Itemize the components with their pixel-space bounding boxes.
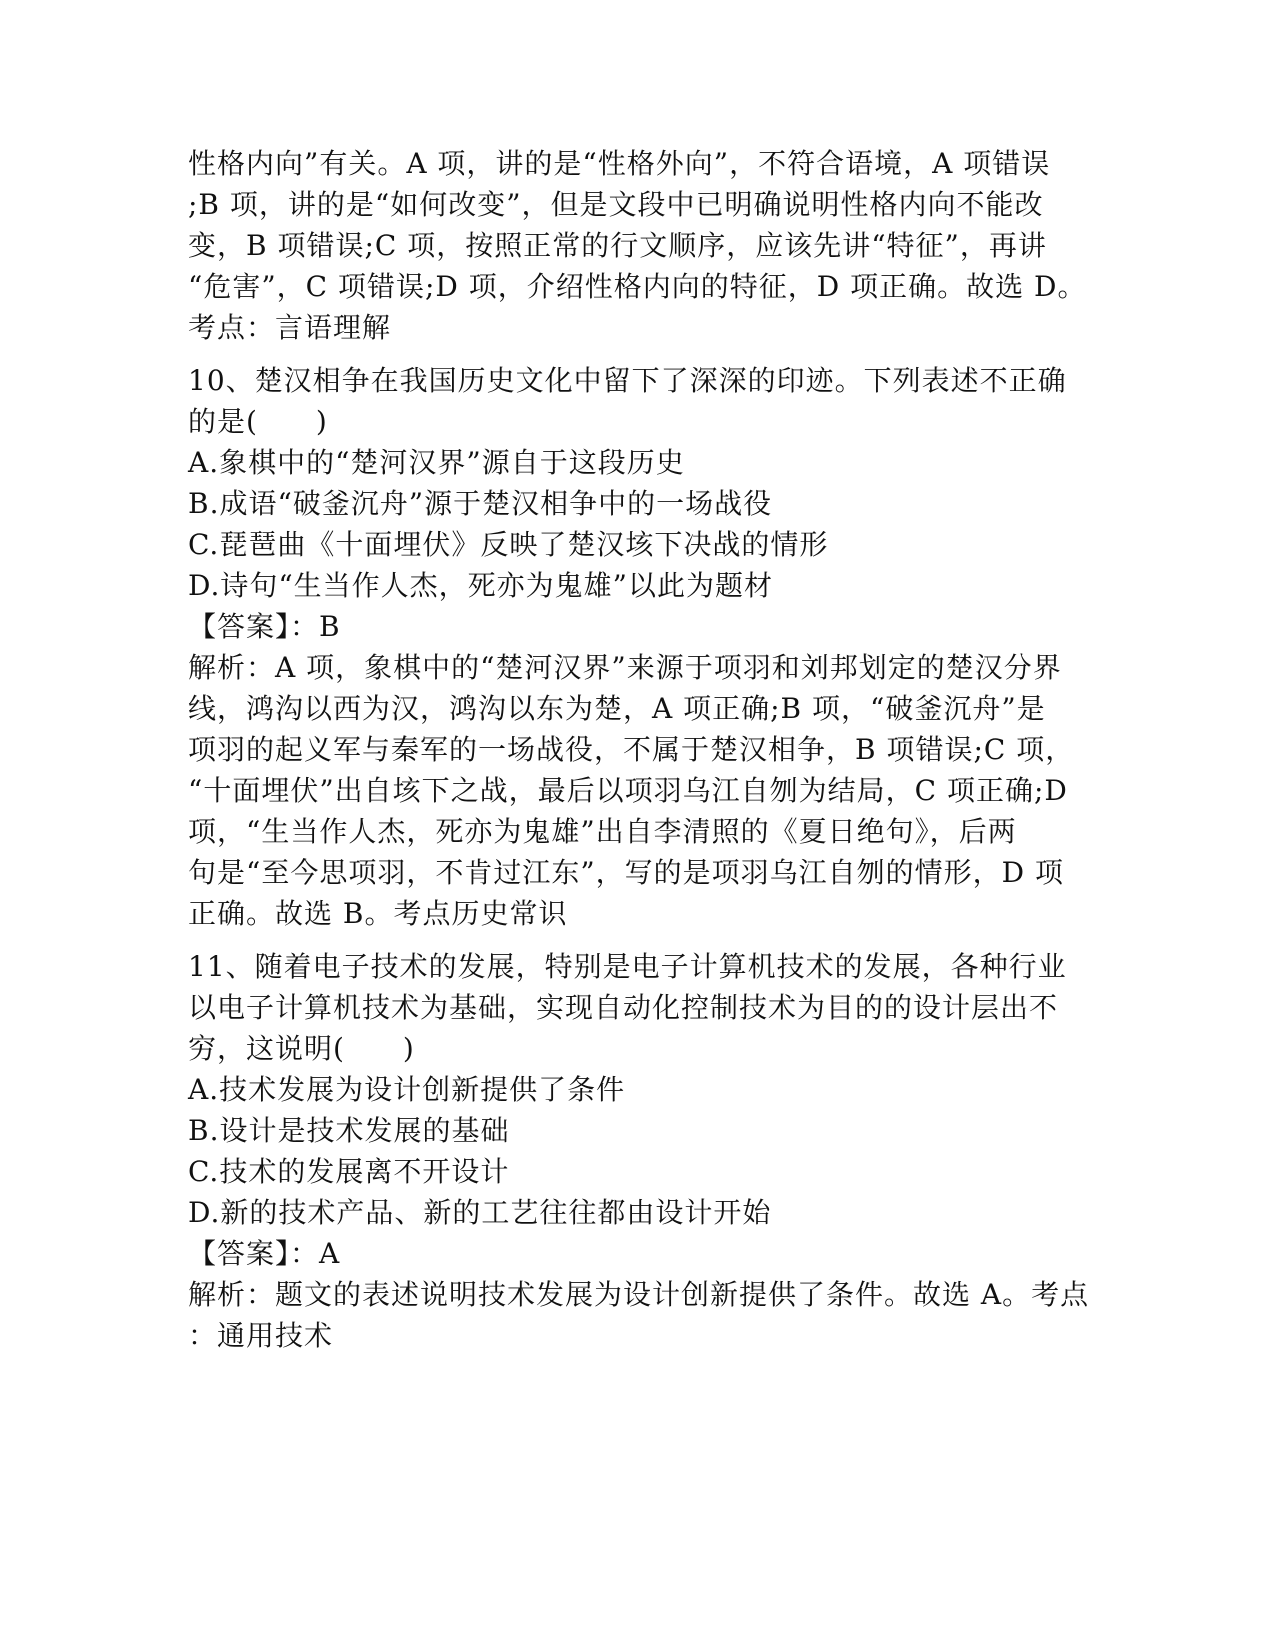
question-10-explanation: 线，鸿沟以西为汉，鸿沟以东为楚，A 项正确;B 项，“破釜沉舟”是 — [188, 692, 1046, 725]
topic-line: 考点：言语理解 — [188, 311, 392, 344]
question-11-stem: 穷，这说明( ) — [188, 1032, 415, 1065]
explanation-line: 性格内向”有关。A 项，讲的是“性格外向”，不符合语境，A 项错误 — [188, 147, 1051, 180]
question-11-option-c: C.技术的发展离不开设计 — [188, 1155, 510, 1188]
question-10-option-a: A.象棋中的“楚河汉界”源自于这段历史 — [188, 446, 685, 479]
question-10-option-d: D.诗句“生当作人杰，死亦为鬼雄”以此为题材 — [188, 569, 773, 602]
explanation-line: ;B 项，讲的是“如何改变”，但是文段中已明确说明性格内向不能改 — [188, 188, 1044, 221]
question-11-option-b: B.设计是技术发展的基础 — [188, 1114, 510, 1147]
question-11-stem: 以电子计算机技术为基础，实现自动化控制技术为目的的设计层出不 — [188, 991, 1059, 1024]
question-11-stem: 11、随着电子技术的发展，特别是电子计算机技术的发展，各种行业 — [188, 950, 1067, 983]
question-10-explanation: 项，“生当作人杰，死亦为鬼雄”出自李清照的《夏日绝句》，后两 — [188, 815, 1017, 848]
question-10-explanation: 正确。故选 B。考点历史常识 — [188, 897, 568, 930]
question-10-option-c: C.琵琶曲《十面埋伏》反映了楚汉垓下决战的情形 — [188, 528, 829, 561]
question-10-option-b: B.成语“破釜沉舟”源于楚汉相争中的一场战役 — [188, 487, 773, 520]
question-10-explanation: “十面埋伏”出自垓下之战，最后以项羽乌江自刎为结局，C 项正确;D — [188, 774, 1068, 807]
question-10-stem: 10、楚汉相争在我国历史文化中留下了深深的印迹。下列表述不正确 — [188, 364, 1067, 397]
question-10-explanation: 句是“至今思项羽，不肯过江东”，写的是项羽乌江自刎的情形，D 项 — [188, 856, 1064, 889]
question-10-stem: 的是( ) — [188, 405, 328, 438]
question-10-explanation: 解析：A 项，象棋中的“楚河汉界”来源于项羽和刘邦划定的楚汉分界 — [188, 651, 1062, 684]
question-10-answer: 【答案】：B — [188, 610, 341, 643]
question-11-option-a: A.技术发展为设计创新提供了条件 — [188, 1073, 626, 1106]
question-11-answer: 【答案】：A — [188, 1237, 341, 1270]
question-11-explanation: 解析：题文的表述说明技术发展为设计创新提供了条件。故选 A。考点 — [188, 1278, 1090, 1311]
explanation-line: “危害”，C 项错误;D 项，介绍性格内向的特征，D 项正确。故选 D。 — [188, 270, 1087, 303]
question-11-explanation: ：通用技术 — [188, 1319, 334, 1352]
explanation-line: 变，B 项错误;C 项，按照正常的行文顺序，应该先讲“特征”，再讲 — [188, 229, 1047, 262]
question-11-option-d: D.新的技术产品、新的工艺往往都由设计开始 — [188, 1196, 772, 1229]
question-10-explanation: 项羽的起义军与秦军的一场战役，不属于楚汉相争，B 项错误;C 项， — [188, 733, 1075, 766]
